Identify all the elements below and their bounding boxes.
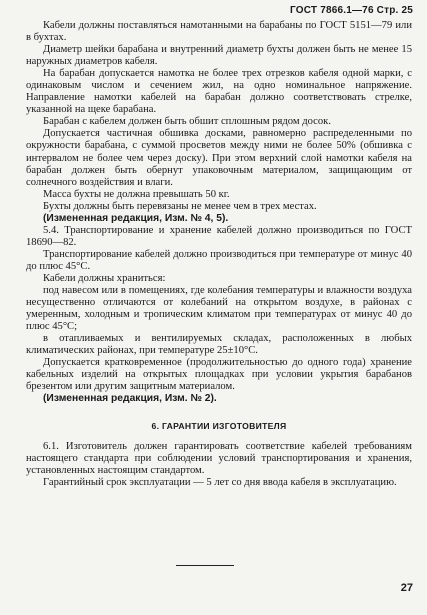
- paragraph-transport-temperature: Транспортирование кабелей должно производиться при температуре от минус 40 до плюс 45°С.: [26, 248, 412, 272]
- paragraph-partial-lining: Допускается частичная обшивка досками, равномерно распределенными по окружности барабана, с суммой просветов между ними не более 50% (обшивка с интервалом не более чем через доску). При этом верхний слой намотки кабеля на барабан должен быть обернут упаковочным материалом, защищающим от солнечного воздействия и влаги.: [26, 128, 412, 188]
- paragraph-winding: На барабан допускается намотка не более трех отрезков кабеля одной марки, с одинаковым числом и сечением жил, на одно номинальное напряжение. Направление намотки кабелей на барабан должно соответствовать стрелке, указанной на щеке барабана.: [26, 68, 412, 116]
- paragraph-storage-heated: в отапливаемых и вентилируемых складах, расположенных в любых климатических районах, при температуре 25±10°С.: [26, 333, 412, 357]
- paragraph-storage-shed: под навесом или в помещениях, где колебания температуры и влажности воздуха несущественно отличаются от колебаний на открытом воздухе, в районах с умеренным, холодным и тропическим климатом при температурах от минус 40 до плюс 45°С;: [26, 285, 412, 333]
- section-title: 6. ГАРАНТИИ ИЗГОТОВИТЕЛЯ: [151, 420, 287, 431]
- page-header: ГОСТ 7866.1—76 Стр. 25: [290, 5, 413, 16]
- paragraph-5-4-transport: 5.4. Транспортирование и хранение кабелей должно производиться по ГОСТ 18690—82.: [26, 224, 412, 248]
- document-body: [26, 20, 412, 489]
- paragraph-coil-mass: Масса бухты не должна превышать 50 кг.: [43, 188, 230, 200]
- paragraph-reel-supply: Кабели должны поставляться намотанными на барабаны по ГОСТ 5151—79 или в бухтах.: [26, 20, 412, 44]
- paragraph-storage-outdoor: Допускается кратковременное (продолжительностью до одного года) хранение кабельных изделий на открытых площадках при условии укрытия барабанов брезентом или другим защитным материалом.: [26, 357, 412, 393]
- page-number: 27: [400, 582, 413, 594]
- paragraph-6-1-warranty: 6.1. Изготовитель должен гарантировать соответствие кабелей требованиям настоящего стандарта при соблюдении условий транспортирования и хранения, установленных настоящим стандартом.: [26, 440, 412, 476]
- paragraph-coil-tying: Бухты должны быть перевязаны не менее чем в трех местах.: [43, 200, 317, 212]
- paragraph-board-lining: Барабан с кабелем должен быть обшит сплошным рядом досок.: [43, 116, 331, 128]
- paragraph-warranty-period: Гарантийный срок эксплуатации — 5 лет со дня ввода кабеля в эксплуатацию.: [43, 476, 397, 488]
- paragraph-storage-intro: Кабели должны храниться:: [43, 272, 166, 284]
- paragraph-reel-diameter: Диаметр шейки барабана и внутренний диаметр бухты должен быть не менее 15 наружных диаметров кабеля.: [26, 44, 412, 68]
- amendment-note-4-5: (Измененная редакция, Изм. № 4, 5).: [43, 212, 229, 224]
- footer-divider: [176, 565, 234, 566]
- amendment-note-2: (Измененная редакция, Изм. № 2).: [43, 393, 217, 405]
